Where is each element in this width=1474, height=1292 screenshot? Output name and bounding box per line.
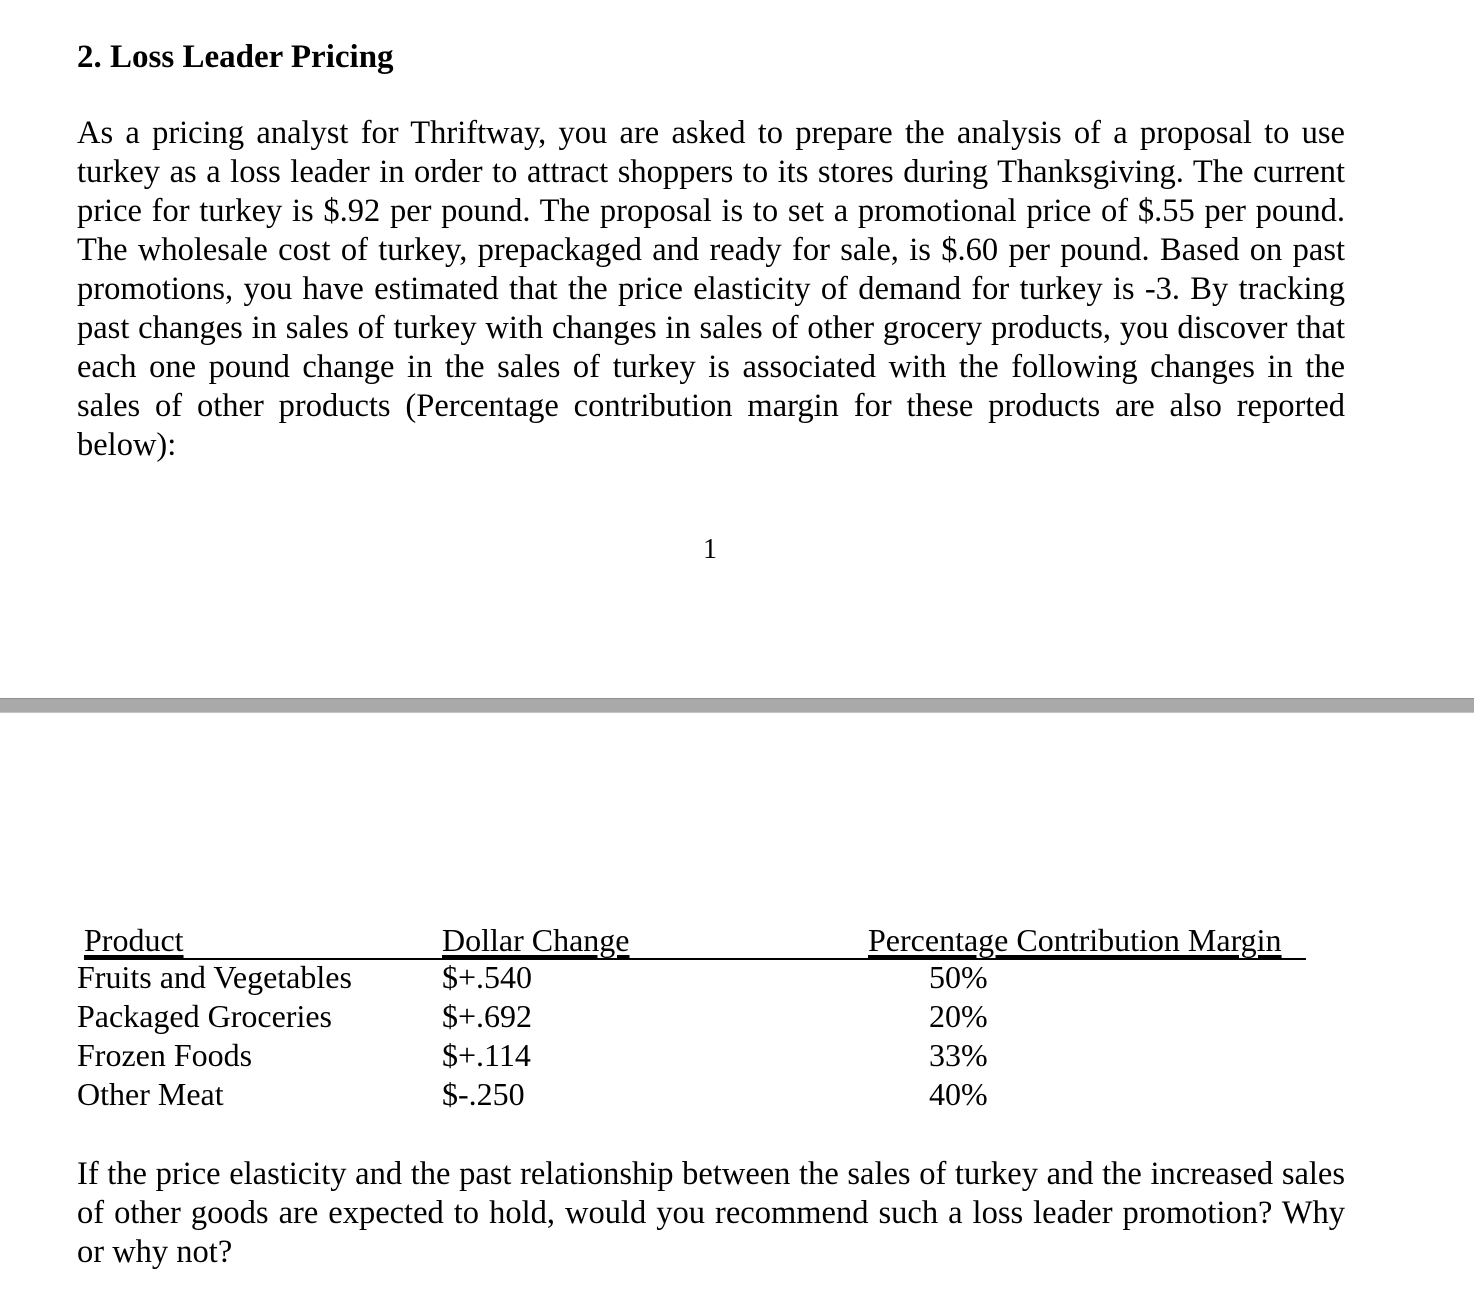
section-heading: 2. Loss Leader Pricing — [77, 39, 394, 75]
cell-margin: 33% — [929, 1037, 988, 1073]
cell-dollar-change: $-.250 — [442, 1076, 525, 1112]
table-row — [0, 958, 1474, 997]
cell-margin: 40% — [929, 1076, 988, 1112]
table-row — [0, 997, 1474, 1036]
cell-dollar-change: $+.692 — [442, 998, 533, 1034]
product-table — [0, 713, 1474, 1133]
cell-product: Frozen Foods — [77, 1037, 253, 1073]
cell-product: Other Meat — [77, 1076, 224, 1112]
cell-dollar-change: $+.114 — [442, 1037, 531, 1073]
intro-paragraph: As a pricing analyst for Thriftway, you are asked to prepare the analysis of a proposal to use turkey as a loss leader in order to attract shoppers to its stores during Thanksgiving. The current price for turkey is $.92 per pound. The proposal is to set a promotional price of $.55 per pound. The wholesale cost of turkey, prepackaged and ready for sale, is $.60 per pound. Based on past promotions, you have estimated that the price elasticity of demand for turkey is -3. By tracking past changes in sales of turkey with changes in sales of other grocery products, you discover that each one pound change in the sales of turkey is associated with the following changes in the sales of other products (Percentage contribution margin for these products are also reported below): — [77, 115, 1345, 463]
cell-product: Packaged Groceries — [77, 998, 332, 1034]
column-header-dollar-change: Dollar Change — [442, 922, 630, 958]
table-row — [0, 1075, 1474, 1114]
column-header-contribution-margin: Percentage Contribution Margin — [868, 922, 1282, 958]
cell-margin: 20% — [929, 998, 988, 1034]
cell-dollar-change: $+.540 — [442, 959, 533, 995]
document-page-2 — [0, 713, 1474, 1292]
page-break-divider — [0, 698, 1474, 713]
cell-margin: 50% — [929, 959, 988, 995]
cell-product: Fruits and Vegetables — [77, 959, 352, 995]
question-paragraph: If the price elasticity and the past relationship between the sales of turkey and the increased sales of other goods are expected to hold, would you recommend such a loss leader promotion? Why or why not? — [77, 1156, 1345, 1270]
table-row — [0, 1036, 1474, 1075]
column-header-product: Product — [84, 922, 184, 958]
page-number: 1 — [703, 534, 717, 565]
